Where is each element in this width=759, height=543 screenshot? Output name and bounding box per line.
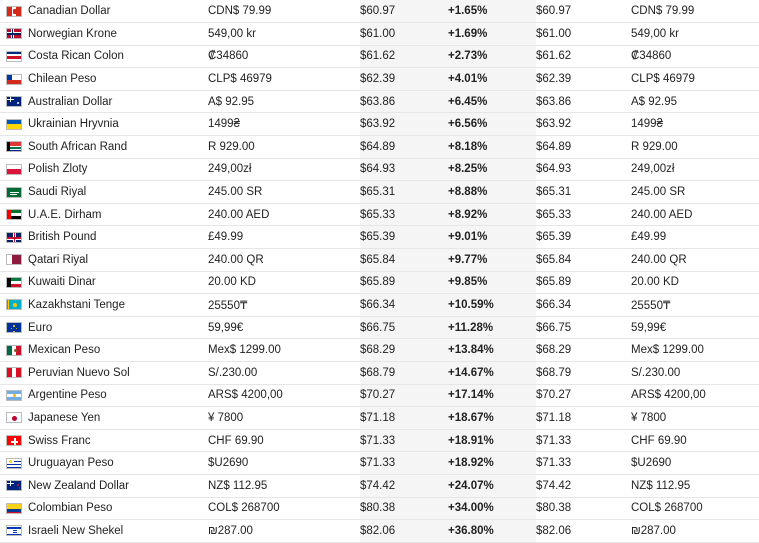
local-price: CLP$ 46979 xyxy=(208,68,360,91)
price-usd-secondary: $61.62 xyxy=(536,45,631,68)
price-usd-secondary: $66.34 xyxy=(536,294,631,317)
table-row[interactable] xyxy=(0,158,759,181)
local-price-secondary: COL$ 268700 xyxy=(631,497,759,520)
price-usd: $65.33 xyxy=(360,203,448,226)
local-price-secondary: ARS$ 4200,00 xyxy=(631,384,759,407)
price-usd-secondary: $71.33 xyxy=(536,429,631,452)
percent-change: +18.67% xyxy=(448,407,536,430)
country-flag-cell xyxy=(0,339,28,362)
price-usd-secondary: $63.86 xyxy=(536,90,631,113)
percent-change: +1.65% xyxy=(448,0,536,23)
table-row[interactable] xyxy=(0,68,759,91)
local-price: 249,00zł xyxy=(208,158,360,181)
price-usd: $61.62 xyxy=(360,45,448,68)
price-usd: $64.93 xyxy=(360,158,448,181)
country-flag-cell xyxy=(0,0,28,23)
local-price: £49.99 xyxy=(208,226,360,249)
country-flag-cell xyxy=(0,294,28,317)
price-usd-secondary: $71.18 xyxy=(536,407,631,430)
country-flag-cell xyxy=(0,113,28,136)
price-usd-secondary: $61.00 xyxy=(536,23,631,46)
flag-icon-cr xyxy=(6,51,22,62)
flag-icon-kz xyxy=(6,299,22,310)
currency-name: Ukrainian Hryvnia xyxy=(28,113,208,136)
country-flag-cell xyxy=(0,362,28,385)
price-usd-secondary: $74.42 xyxy=(536,474,631,497)
country-flag-cell xyxy=(0,249,28,272)
country-flag-cell xyxy=(0,136,28,159)
local-price: 240.00 QR xyxy=(208,249,360,272)
local-price-secondary: S/.230.00 xyxy=(631,362,759,385)
country-flag-cell xyxy=(0,203,28,226)
country-flag-cell xyxy=(0,158,28,181)
flag-icon-ca xyxy=(6,6,22,17)
price-usd-secondary: $65.84 xyxy=(536,249,631,272)
country-flag-cell xyxy=(0,384,28,407)
currency-name: New Zealand Dollar xyxy=(28,474,208,497)
percent-change: +34.00% xyxy=(448,497,536,520)
flag-icon-ar xyxy=(6,390,22,401)
country-flag-cell xyxy=(0,520,28,543)
local-price: NZ$ 112.95 xyxy=(208,474,360,497)
local-price-secondary: 25550₸ xyxy=(631,294,759,317)
currency-name: U.A.E. Dirham xyxy=(28,203,208,226)
percent-change: +4.01% xyxy=(448,68,536,91)
local-price-secondary: 59,99€ xyxy=(631,316,759,339)
percent-change: +14.67% xyxy=(448,362,536,385)
table-row[interactable] xyxy=(0,316,759,339)
table-row[interactable] xyxy=(0,203,759,226)
price-usd-secondary: $66.75 xyxy=(536,316,631,339)
local-price: 240.00 AED xyxy=(208,203,360,226)
table-row[interactable] xyxy=(0,339,759,362)
percent-change: +6.56% xyxy=(448,113,536,136)
local-price: COL$ 268700 xyxy=(208,497,360,520)
percent-change: +13.84% xyxy=(448,339,536,362)
table-row[interactable] xyxy=(0,407,759,430)
percent-change: +6.45% xyxy=(448,90,536,113)
price-usd-secondary: $70.27 xyxy=(536,384,631,407)
currency-name: Mexican Peso xyxy=(28,339,208,362)
flag-icon-ua xyxy=(6,119,22,130)
country-flag-cell xyxy=(0,407,28,430)
price-usd-secondary: $64.89 xyxy=(536,136,631,159)
country-flag-cell xyxy=(0,23,28,46)
percent-change: +10.59% xyxy=(448,294,536,317)
flag-icon-gb xyxy=(6,232,22,243)
percent-change: +1.69% xyxy=(448,23,536,46)
price-usd: $65.39 xyxy=(360,226,448,249)
table-row[interactable] xyxy=(0,294,759,317)
currency-name: Saudi Riyal xyxy=(28,181,208,204)
local-price: ARS$ 4200,00 xyxy=(208,384,360,407)
currency-name: Norwegian Krone xyxy=(28,23,208,46)
table-row[interactable] xyxy=(0,90,759,113)
currency-name: Swiss Franc xyxy=(28,429,208,452)
local-price: 549,00 kr xyxy=(208,23,360,46)
price-usd-secondary: $62.39 xyxy=(536,68,631,91)
table-row[interactable] xyxy=(0,226,759,249)
flag-icon-no xyxy=(6,28,22,39)
local-price: 25550₸ xyxy=(208,294,360,317)
price-usd: $60.97 xyxy=(360,0,448,23)
currency-name: Kuwaiti Dinar xyxy=(28,271,208,294)
local-price: ₪287.00 xyxy=(208,520,360,543)
country-flag-cell xyxy=(0,452,28,475)
local-price: ₡34860 xyxy=(208,45,360,68)
percent-change: +8.18% xyxy=(448,136,536,159)
local-price-secondary: 249,00zł xyxy=(631,158,759,181)
local-price-secondary: ¥ 7800 xyxy=(631,407,759,430)
price-usd: $70.27 xyxy=(360,384,448,407)
country-flag-cell xyxy=(0,429,28,452)
price-usd-secondary: $71.33 xyxy=(536,452,631,475)
country-flag-cell xyxy=(0,497,28,520)
currency-name: Australian Dollar xyxy=(28,90,208,113)
local-price-secondary: R 929.00 xyxy=(631,136,759,159)
currency-name: Colombian Peso xyxy=(28,497,208,520)
percent-change: +8.92% xyxy=(448,203,536,226)
currency-name: Peruvian Nuevo Sol xyxy=(28,362,208,385)
local-price: R 929.00 xyxy=(208,136,360,159)
price-usd: $64.89 xyxy=(360,136,448,159)
flag-icon-nz xyxy=(6,480,22,491)
percent-change: +18.91% xyxy=(448,429,536,452)
local-price-secondary: Mex$ 1299.00 xyxy=(631,339,759,362)
percent-change: +9.85% xyxy=(448,271,536,294)
table-row[interactable] xyxy=(0,113,759,136)
local-price: 59,99€ xyxy=(208,316,360,339)
country-flag-cell xyxy=(0,474,28,497)
local-price-secondary: NZ$ 112.95 xyxy=(631,474,759,497)
table-row[interactable] xyxy=(0,497,759,520)
local-price-secondary: 240.00 QR xyxy=(631,249,759,272)
price-usd: $71.18 xyxy=(360,407,448,430)
local-price-secondary: 1499₴ xyxy=(631,113,759,136)
price-usd: $62.39 xyxy=(360,68,448,91)
country-flag-cell xyxy=(0,68,28,91)
local-price-secondary: ₡34860 xyxy=(631,45,759,68)
local-price: $U2690 xyxy=(208,452,360,475)
flag-icon-za xyxy=(6,141,22,152)
price-usd: $65.84 xyxy=(360,249,448,272)
table-row[interactable] xyxy=(0,362,759,385)
flag-icon-ch xyxy=(6,435,22,446)
price-usd-secondary: $64.93 xyxy=(536,158,631,181)
price-usd: $61.00 xyxy=(360,23,448,46)
flag-icon-pl xyxy=(6,164,22,175)
local-price: 20.00 KD xyxy=(208,271,360,294)
price-usd: $65.31 xyxy=(360,181,448,204)
price-usd: $66.34 xyxy=(360,294,448,317)
table-row[interactable] xyxy=(0,45,759,68)
price-usd: $65.89 xyxy=(360,271,448,294)
flag-icon-au xyxy=(6,96,22,107)
local-price: S/.230.00 xyxy=(208,362,360,385)
flag-icon-ae xyxy=(6,209,22,220)
local-price: A$ 92.95 xyxy=(208,90,360,113)
currency-name: Qatari Riyal xyxy=(28,249,208,272)
percent-change: +9.77% xyxy=(448,249,536,272)
currency-name: Japanese Yen xyxy=(28,407,208,430)
local-price: 1499₴ xyxy=(208,113,360,136)
percent-change: +9.01% xyxy=(448,226,536,249)
table-row[interactable] xyxy=(0,474,759,497)
table-row[interactable] xyxy=(0,384,759,407)
price-usd-secondary: $60.97 xyxy=(536,0,631,23)
local-price: CHF 69.90 xyxy=(208,429,360,452)
currency-name: Polish Zloty xyxy=(28,158,208,181)
price-usd-secondary: $68.29 xyxy=(536,339,631,362)
price-usd-secondary: $80.38 xyxy=(536,497,631,520)
flag-icon-il xyxy=(6,525,22,536)
currency-name: Argentine Peso xyxy=(28,384,208,407)
local-price: ¥ 7800 xyxy=(208,407,360,430)
percent-change: +17.14% xyxy=(448,384,536,407)
flag-icon-mx xyxy=(6,345,22,356)
local-price-secondary: 549,00 kr xyxy=(631,23,759,46)
table-row[interactable] xyxy=(0,23,759,46)
table-row[interactable] xyxy=(0,271,759,294)
percent-change: +8.88% xyxy=(448,181,536,204)
percent-change: +36.80% xyxy=(448,520,536,543)
local-price: CDN$ 79.99 xyxy=(208,0,360,23)
price-usd: $63.86 xyxy=(360,90,448,113)
country-flag-cell xyxy=(0,226,28,249)
flag-icon-uy xyxy=(6,458,22,469)
local-price-secondary: A$ 92.95 xyxy=(631,90,759,113)
local-price-secondary: CHF 69.90 xyxy=(631,429,759,452)
price-usd: $74.42 xyxy=(360,474,448,497)
price-usd-secondary: $82.06 xyxy=(536,520,631,543)
flag-icon-jp xyxy=(6,412,22,423)
local-price-secondary: 20.00 KD xyxy=(631,271,759,294)
table-row[interactable] xyxy=(0,136,759,159)
table-row[interactable] xyxy=(0,0,759,23)
local-price: Mex$ 1299.00 xyxy=(208,339,360,362)
price-usd-secondary: $65.89 xyxy=(536,271,631,294)
percent-change: +24.07% xyxy=(448,474,536,497)
flag-icon-sa xyxy=(6,187,22,198)
flag-icon-co xyxy=(6,503,22,514)
table-row[interactable] xyxy=(0,520,759,543)
price-usd-secondary: $65.31 xyxy=(536,181,631,204)
price-usd: $82.06 xyxy=(360,520,448,543)
local-price-secondary: CLP$ 46979 xyxy=(631,68,759,91)
table-row[interactable] xyxy=(0,452,759,475)
currency-name: Costa Rican Colon xyxy=(28,45,208,68)
percent-change: +8.25% xyxy=(448,158,536,181)
currency-name: Canadian Dollar xyxy=(28,0,208,23)
price-usd-secondary: $63.92 xyxy=(536,113,631,136)
price-usd: $71.33 xyxy=(360,429,448,452)
price-usd: $66.75 xyxy=(360,316,448,339)
price-usd-secondary: $68.79 xyxy=(536,362,631,385)
flag-icon-eu xyxy=(6,322,22,333)
local-price-secondary: 240.00 AED xyxy=(631,203,759,226)
percent-change: +2.73% xyxy=(448,45,536,68)
currency-name: Euro xyxy=(28,316,208,339)
percent-change: +11.28% xyxy=(448,316,536,339)
country-flag-cell xyxy=(0,45,28,68)
price-usd-secondary: $65.39 xyxy=(536,226,631,249)
local-price-secondary: £49.99 xyxy=(631,226,759,249)
price-usd: $68.29 xyxy=(360,339,448,362)
currency-name: Chilean Peso xyxy=(28,68,208,91)
currency-name: Israeli New Shekel xyxy=(28,520,208,543)
local-price-secondary: ₪287.00 xyxy=(631,520,759,543)
currency-name: Kazakhstani Tenge xyxy=(28,294,208,317)
country-flag-cell xyxy=(0,316,28,339)
table-row[interactable] xyxy=(0,249,759,272)
price-usd: $68.79 xyxy=(360,362,448,385)
flag-icon-kw xyxy=(6,277,22,288)
flag-icon-qa xyxy=(6,254,22,265)
table-row[interactable] xyxy=(0,181,759,204)
local-price-secondary: 245.00 SR xyxy=(631,181,759,204)
percent-change: +18.92% xyxy=(448,452,536,475)
currency-name: Uruguayan Peso xyxy=(28,452,208,475)
price-usd: $63.92 xyxy=(360,113,448,136)
price-usd-secondary: $65.33 xyxy=(536,203,631,226)
country-flag-cell xyxy=(0,181,28,204)
currency-name: British Pound xyxy=(28,226,208,249)
country-flag-cell xyxy=(0,271,28,294)
country-flag-cell xyxy=(0,90,28,113)
currency-name: South African Rand xyxy=(28,136,208,159)
local-price-secondary: CDN$ 79.99 xyxy=(631,0,759,23)
table-row[interactable] xyxy=(0,429,759,452)
flag-icon-cl xyxy=(6,74,22,85)
price-usd: $80.38 xyxy=(360,497,448,520)
price-usd: $71.33 xyxy=(360,452,448,475)
local-price-secondary: $U2690 xyxy=(631,452,759,475)
local-price: 245.00 SR xyxy=(208,181,360,204)
flag-icon-pe xyxy=(6,367,22,378)
